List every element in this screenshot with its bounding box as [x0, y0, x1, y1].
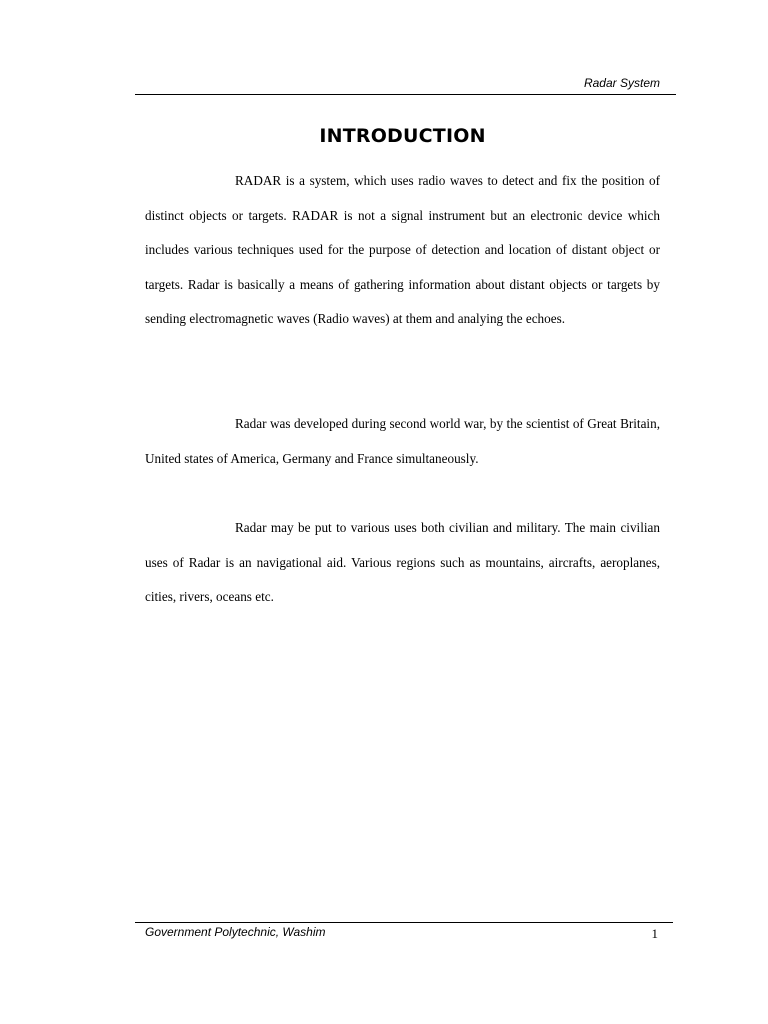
- page-title: INTRODUCTION: [319, 125, 486, 147]
- paragraph-history: Radar was developed during second world war, by the scientist of Great Britain, United states of America, Germany and France simultaneously.: [145, 416, 660, 466]
- paragraph-intro: RADAR is a system, which uses radio waves to detect and fix the position of distinct objects or targets. RADAR is not a signal instrument but an electronic device which includes various techniques used for the purpose of detection and location of distant object or targets. Radar is basically a means of gathering information about distant objects or targets by sending electromagnetic waves (Radio waves) at them and analying the echoes.: [145, 173, 660, 327]
- header-divider: [135, 94, 676, 95]
- footer-divider: [135, 922, 673, 923]
- footer-institution: Government Polytechnic, Washim: [145, 925, 326, 939]
- paragraph-uses: Radar may be put to various uses both civilian and military. The main civilian uses of Radar is an navigational aid. Various regions such as mountains, aircrafts, aeroplanes, cities, rivers, oceans etc.: [145, 520, 660, 605]
- running-header-title: Radar System: [583, 76, 660, 90]
- page-number: 1: [651, 926, 658, 941]
